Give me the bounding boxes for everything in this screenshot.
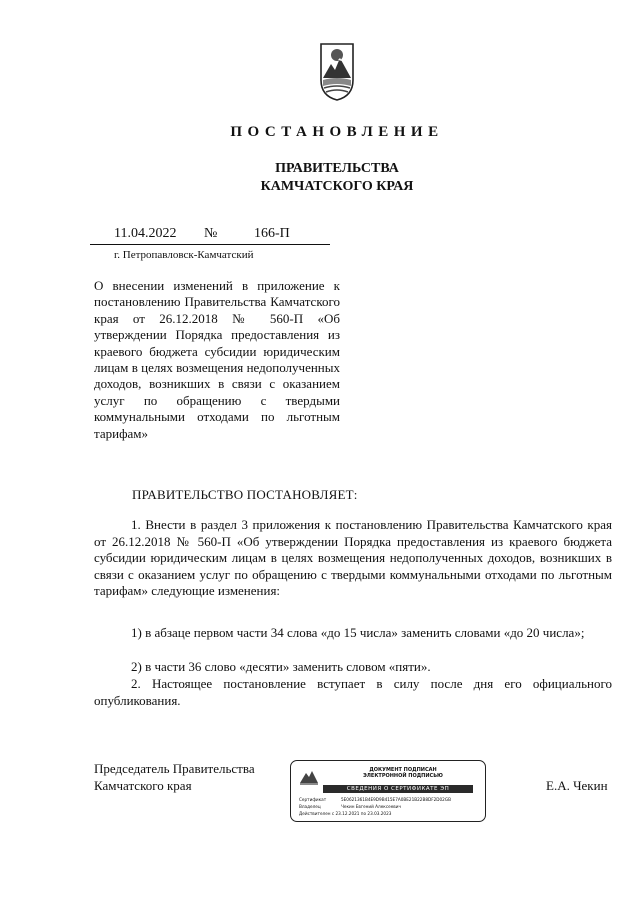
subject-text: О внесении изменений в приложение к постановлению Правительства Камчатского края от 26.12.2018 № 560-П «Об утверждении Порядка предоставления из краевого бюджета субсидии юридическим лицам в целях возмещения недополученных доходов, возникших в связи с оказанием услуг по обращению с твердыми коммунальными отходами по льготным тарифам» — [94, 278, 340, 441]
city: г. Петропавловск-Камчатский — [114, 249, 254, 261]
stamp-valid-label: Действителен — [299, 811, 331, 816]
stamp-cert-value: 5E0621361B4E9D9B415E7A0BE21B22B8DF2D02GB — [341, 797, 451, 802]
number-sign: № — [204, 226, 218, 241]
stamp-owner-label: Владелец — [299, 804, 321, 809]
date-number-line — [90, 226, 330, 245]
document-title: ПОСТАНОВЛЕНИЕ — [230, 124, 444, 140]
signer-position — [94, 760, 255, 794]
paragraph-1: 1. Внести в раздел 3 приложения к постановлению Правительства Камчатского края от 26.12.2018 № 560-П «Об утверждении Порядка предоставления из краевого бюджета субсидии юридическим лицам в целях возмещения недополученных доходов, возникших в связи с оказанием услуг по обращению с твердыми коммунальными отходами по льготным тарифам» следующие изменения: — [94, 517, 612, 599]
paragraph-4: 2. Настоящее постановление вступает в силу после дня его официального опубликования. — [94, 676, 612, 708]
stamp-emblem-icon — [299, 767, 319, 787]
document-number: 166-П — [254, 226, 290, 241]
signer-name: Е.А. Чекин — [546, 778, 608, 793]
stamp-valid-row — [299, 811, 391, 816]
document-date: 11.04.2022 — [114, 226, 177, 241]
stamp-cert-label: Сертификат — [299, 797, 327, 802]
signer-position-line1: Председатель Правительства — [94, 761, 255, 776]
stamp-line2: ЭЛЕКТРОННОЙ ПОДПИСЬЮ — [363, 773, 443, 779]
signer-position-line2: Камчатского края — [94, 778, 192, 793]
stamp-line1: ДОКУМЕНТ ПОДПИСАН — [369, 767, 437, 773]
stamp-valid-value: с 23.12.2021 по 23.03.2023 — [331, 811, 392, 816]
kamchatka-emblem-icon — [318, 40, 356, 102]
stamp-owner-row — [299, 804, 401, 809]
issuer-line1: ПРАВИТЕЛЬСТВА — [275, 161, 399, 176]
stamp-owner-value: Чекин Евгений Алексеевич — [341, 804, 401, 809]
electronic-signature-stamp — [290, 760, 486, 822]
paragraph-2: 1) в абзаце первом части 34 слова «до 15 числа» заменить словами «до 20 числа»; — [131, 625, 585, 640]
decree-heading: ПРАВИТЕЛЬСТВО ПОСТАНОВЛЯЕТ: — [132, 487, 358, 502]
issuer-line2: КАМЧАТСКОГО КРАЯ — [260, 179, 414, 194]
stamp-header — [325, 767, 481, 779]
paragraph-3: 2) в части 36 слово «десяти» заменить словом «пяти». — [131, 659, 431, 674]
stamp-bar: СВЕДЕНИЯ О СЕРТИФИКАТЕ ЭП — [323, 785, 473, 793]
stamp-cert-row — [299, 797, 451, 802]
